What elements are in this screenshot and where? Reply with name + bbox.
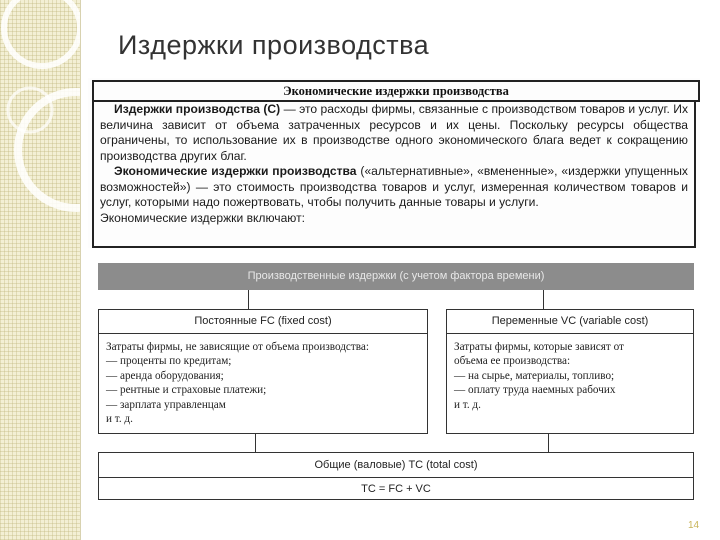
connector-right-bottom	[548, 434, 549, 452]
connector-left-bottom	[255, 434, 256, 452]
total-cost-header: Общие (валовые) TC (total cost)	[99, 453, 693, 478]
fixed-cost-line: — зарплата управленцам	[106, 398, 226, 411]
term-costs: Издержки производства (С)	[114, 102, 281, 116]
variable-cost-line: — на сырье, материалы, топливо;	[454, 369, 615, 382]
fixed-cost-line: — рентные и страховые платежи;	[106, 384, 267, 397]
fixed-cost-header: Постоянные FC (fixed cost)	[99, 310, 427, 334]
page-number: 14	[688, 520, 700, 531]
slide-title: Издержки производства	[118, 30, 430, 60]
economic-costs-paragraph	[100, 164, 688, 211]
total-cost-box	[98, 452, 694, 500]
total-cost-formula: TC = FC + VC	[361, 483, 431, 495]
scan-body	[92, 100, 696, 248]
definition-paragraph	[100, 102, 688, 164]
variable-cost-text	[447, 334, 693, 418]
term-economic-costs: Экономические издержки производства	[114, 164, 357, 178]
decorative-swirl-icon	[0, 0, 80, 540]
variable-cost-line: объема ее производства:	[454, 355, 571, 368]
fixed-cost-line: — аренда оборудования;	[106, 369, 224, 382]
fixed-cost-box	[98, 309, 428, 434]
scan-heading: Экономические издержки производства	[92, 80, 700, 102]
includes-line: Экономические издержки включают:	[100, 210, 306, 225]
fixed-cost-line: и т. д.	[106, 413, 133, 426]
variable-cost-box	[446, 309, 694, 434]
scanned-text-block	[88, 78, 700, 248]
fixed-cost-text	[99, 334, 427, 432]
definition-economic-costs: («альтернативные», «вмененные», «издержки упущенных возможностей») — это стоимость производства товаров и услуг, измеренная количеством товаров и услуг, которыми надо пожертвовать, чтобы получить данные товары и услуги.	[100, 164, 688, 209]
variable-cost-line: и т. д.	[454, 398, 481, 411]
variable-cost-line: Затраты фирмы, которые зависят от	[454, 341, 624, 353]
production-costs-header: Производственные издержки (с учетом фактора времени)	[98, 263, 694, 290]
fixed-cost-line: Затраты фирмы, не зависящие от объема производства:	[106, 341, 369, 353]
fixed-cost-line: — проценты по кредитам;	[106, 355, 232, 368]
decorative-left-panel	[0, 0, 80, 540]
panel-divider	[80, 0, 81, 540]
definition-costs: — это расходы фирмы, связанные с производством товаров и услуг. Их величина зависит от объема затраченных ресурсов и их цены. Поскольку ресурсы общества ограничены, то использование их в производстве одного экономического блага ведет к сокращению производства других благ.	[100, 102, 688, 163]
variable-cost-header: Переменные VC (variable cost)	[447, 310, 693, 334]
connector-left-top	[248, 290, 249, 309]
variable-cost-line: — оплату труда наемных рабочих	[454, 384, 616, 397]
connector-right-top	[543, 290, 544, 309]
